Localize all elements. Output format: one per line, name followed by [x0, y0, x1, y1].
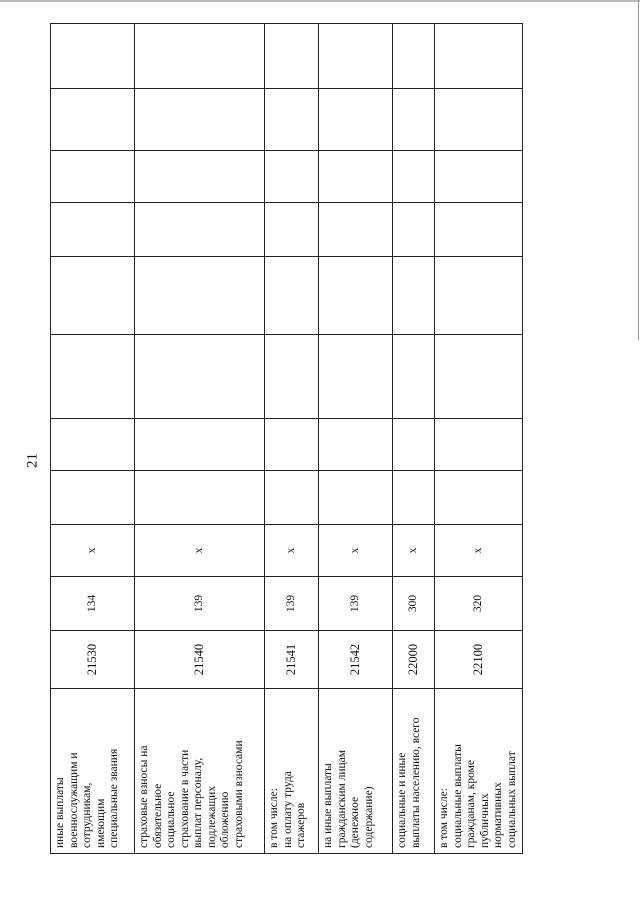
- empty-cell: [135, 151, 265, 203]
- budget-table: [50, 23, 523, 854]
- row-name-line: подлежащих: [205, 785, 218, 848]
- row-mark: х: [135, 525, 265, 577]
- table-row: [265, 24, 319, 854]
- row-name-line: имеющим: [94, 798, 107, 848]
- empty-cell: [265, 203, 319, 257]
- row-name-line: иные выплаты: [54, 777, 66, 848]
- empty-cell: [319, 257, 393, 335]
- row-line: 139: [135, 577, 265, 631]
- row-name-line: на иные выплаты: [322, 763, 334, 848]
- row-mark: х: [435, 525, 523, 577]
- row-mark: х: [319, 525, 393, 577]
- empty-cell: [393, 419, 435, 471]
- row-code: 21540: [135, 631, 265, 689]
- row-name: [319, 689, 393, 854]
- row-name-line: гражданам, кроме: [465, 759, 477, 848]
- empty-cell: [393, 24, 435, 89]
- empty-cell: [393, 89, 435, 151]
- table-row: [135, 24, 265, 854]
- row-name: [265, 689, 319, 854]
- row-name-line: социальных выплат: [505, 751, 518, 848]
- empty-cell: [51, 419, 135, 471]
- empty-cell: [51, 89, 135, 151]
- row-name: [135, 689, 265, 854]
- row-name-line: обложению: [219, 791, 231, 848]
- row-name-line: социальные и иные: [396, 752, 408, 848]
- row-code: 21541: [265, 631, 319, 689]
- row-line: 134: [51, 577, 135, 631]
- empty-cell: [393, 335, 435, 419]
- row-name-line: военнослужащим и: [67, 752, 80, 848]
- row-code: 21542: [319, 631, 393, 689]
- row-name-line: обязательное: [151, 783, 164, 848]
- page-number: 21: [24, 453, 41, 468]
- row-name: [435, 689, 523, 854]
- row-name-line: на оплату труда: [281, 771, 294, 848]
- empty-cell: [319, 89, 393, 151]
- empty-cell: [265, 24, 319, 89]
- row-line: 300: [393, 577, 435, 631]
- empty-cell: [435, 257, 523, 335]
- table-row: [51, 24, 135, 854]
- row-name-line: страховые взносы на: [138, 745, 150, 848]
- empty-cell: [51, 471, 135, 525]
- scan-edge-top: [0, 0, 640, 2]
- empty-cell: [319, 419, 393, 471]
- row-code: 22000: [393, 631, 435, 689]
- empty-cell: [319, 24, 393, 89]
- empty-cell: [265, 257, 319, 335]
- row-line: 139: [265, 577, 319, 631]
- row-mark: х: [51, 525, 135, 577]
- table-row: [393, 24, 435, 854]
- empty-cell: [265, 151, 319, 203]
- empty-cell: [265, 471, 319, 525]
- empty-cell: [135, 24, 265, 89]
- row-name-line: страхование в части: [178, 749, 191, 848]
- row-name-line: социальное: [165, 791, 177, 848]
- empty-cell: [393, 203, 435, 257]
- empty-cell: [319, 471, 393, 525]
- empty-cell: [393, 151, 435, 203]
- row-name-line: (денежное: [349, 796, 361, 848]
- row-code: 22100: [435, 631, 523, 689]
- row-name-line: сотрудникам,: [81, 782, 93, 848]
- empty-cell: [265, 335, 319, 419]
- empty-cell: [319, 335, 393, 419]
- scan-edge-right: [638, 0, 639, 340]
- empty-cell: [435, 203, 523, 257]
- row-name: [393, 689, 435, 854]
- row-line: 320: [435, 577, 523, 631]
- row-name-line: в том числе:: [438, 788, 450, 848]
- row-name-line: публичных: [478, 793, 491, 848]
- empty-cell: [135, 335, 265, 419]
- empty-cell: [435, 151, 523, 203]
- empty-cell: [435, 89, 523, 151]
- empty-cell: [51, 24, 135, 89]
- empty-cell: [135, 419, 265, 471]
- empty-cell: [51, 335, 135, 419]
- empty-cell: [435, 471, 523, 525]
- empty-cell: [51, 203, 135, 257]
- empty-cell: [135, 257, 265, 335]
- row-mark: х: [393, 525, 435, 577]
- empty-cell: [135, 89, 265, 151]
- empty-cell: [51, 151, 135, 203]
- row-name-line: специальные звания: [108, 748, 120, 848]
- row-name-line: выплаты населению, всего: [409, 717, 422, 848]
- row-code: 21530: [51, 631, 135, 689]
- row-name-line: социальные выплаты: [451, 744, 464, 848]
- row-name-line: в том числе:: [268, 788, 280, 848]
- empty-cell: [319, 203, 393, 257]
- empty-cell: [135, 471, 265, 525]
- empty-cell: [51, 257, 135, 335]
- row-name-line: гражданским лицам: [335, 749, 348, 848]
- empty-cell: [393, 257, 435, 335]
- empty-cell: [265, 89, 319, 151]
- row-name-line: нормативных: [492, 782, 504, 848]
- rotated-table-frame: [50, 24, 518, 854]
- row-name: [51, 689, 135, 854]
- empty-cell: [319, 151, 393, 203]
- empty-cell: [135, 203, 265, 257]
- row-mark: х: [265, 525, 319, 577]
- table-row: [319, 24, 393, 854]
- row-line: 139: [319, 577, 393, 631]
- row-name-line: содержание): [362, 786, 375, 848]
- empty-cell: [435, 419, 523, 471]
- row-name-line: стажеров: [295, 802, 307, 848]
- empty-cell: [435, 24, 523, 89]
- row-name-line: страховыми взносами: [232, 740, 245, 848]
- row-name-line: выплат персоналу,: [192, 757, 204, 848]
- empty-cell: [435, 335, 523, 419]
- table-row: [435, 24, 523, 854]
- empty-cell: [265, 419, 319, 471]
- empty-cell: [393, 471, 435, 525]
